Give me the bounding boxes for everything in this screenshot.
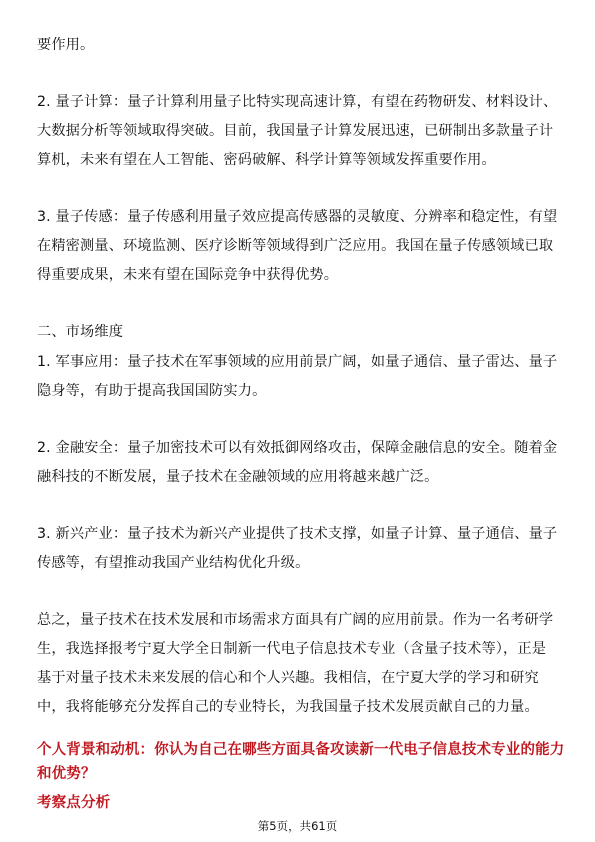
- paragraph-line: 传感等，有望推动我国产业结构优化升级。: [37, 555, 310, 571]
- paragraph-line: 基于对量子技术未来发展的信心和个人兴趣。我相信，在宁夏大学的学习和研究: [37, 670, 539, 686]
- paragraph-line: 算机，未来有望在人工智能、密码破解、科学计算等领域发挥重要作用。: [37, 152, 496, 168]
- paragraph-line: 总之，量子技术在技术发展和市场需求方面具有广阔的应用前景。作为一名考研学: [37, 612, 554, 628]
- question-title: 个人背景和动机：你认为自己在哪些方面具备攻读新一代电子信息技术专业的能力: [37, 742, 565, 758]
- analysis-heading: 考察点分析: [37, 795, 111, 811]
- page-number: 第5页，共61页: [257, 819, 338, 833]
- paragraph-line: 2. 量子计算：量子计算利用量子比特实现高速计算，有望在药物研发、材料设计、: [37, 94, 558, 110]
- paragraph-line: 在精密测量、环境监测、医疗诊断等领域得到广泛应用。我国在量子传感领域已取: [37, 238, 554, 254]
- paragraph-line: 生，我选择报考宁夏大学全日制新一代电子信息技术专业（含量子技术等），正是: [37, 641, 547, 657]
- paragraph-line: 1. 军事应用：量子技术在军事领域的应用前景广阔，如量子通信、量子雷达、量子: [37, 354, 558, 370]
- paragraph-line: 中，我将能够充分发挥自己的专业特长，为我国量子技术发展贡献自己的力量。: [37, 699, 539, 715]
- paragraph-line: 要作用。: [37, 37, 95, 53]
- paragraph-line: 得重要成果，未来有望在国际竞争中获得优势。: [37, 267, 339, 283]
- paragraph-line: 隐身等，有助于提高我国国防实力。: [37, 383, 267, 399]
- paragraph-line: 大数据分析等领域取得突破。目前，我国量子计算发展迅速，已研制出多款量子计: [37, 123, 554, 139]
- paragraph-line: 3. 量子传感：量子传感利用量子效应提高传感器的灵敏度、分辨率和稳定性，有望: [37, 209, 558, 225]
- section-heading: 二、市场维度: [37, 324, 124, 340]
- question-title: 和优势？: [37, 766, 96, 782]
- paragraph-line: 3. 新兴产业：量子技术为新兴产业提供了技术支撑，如量子计算、量子通信、量子: [37, 526, 558, 542]
- paragraph-line: 2. 金融安全：量子加密技术可以有效抵御网络攻击，保障金融信息的安全。随着金: [37, 440, 558, 456]
- paragraph-line: 融科技的不断发展，量子技术在金融领域的应用将越来越广泛。: [37, 469, 439, 485]
